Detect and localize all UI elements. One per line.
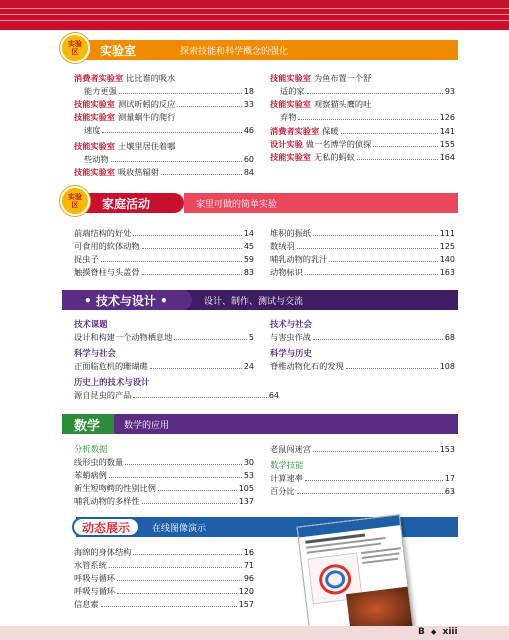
entry-text: 观察猫头鹰的吐: [313, 99, 372, 109]
home-zone-badge: [60, 186, 90, 216]
entry-page: 105: [238, 484, 254, 493]
dyn-entry[interactable]: [74, 585, 254, 598]
entry-page: 157: [238, 600, 254, 609]
math-entry[interactable]: [74, 482, 254, 495]
entry-label: 技能实验室: [74, 141, 115, 151]
banner-wave-line: [0, 20, 509, 22]
tech-entry[interactable]: [74, 389, 279, 402]
leader-dots: [150, 361, 242, 369]
leader-dots: [305, 267, 438, 275]
footer-diamond-icon: ◆: [431, 628, 437, 636]
leader-dots: [109, 560, 242, 568]
entry-text: 可食用的软体动物: [74, 241, 140, 251]
leader-dots: [111, 154, 242, 162]
lab-entry[interactable]: [270, 72, 455, 85]
entry-page: 141: [439, 127, 455, 136]
entry-page: 84: [243, 168, 254, 177]
lab-entry[interactable]: [74, 72, 254, 85]
entry-page: 96: [243, 574, 254, 583]
entry-page: 111: [439, 229, 455, 238]
entry-text: 老鼠闯迷宫: [270, 444, 311, 454]
badge-line: 实验: [68, 193, 82, 201]
math-entry[interactable]: [270, 485, 455, 498]
footer-page-number: xiii: [442, 627, 458, 637]
entry-text: 测试昕蚓的反应: [117, 99, 176, 109]
leader-dots: [329, 254, 437, 262]
leader-dots: [101, 254, 242, 262]
leader-dots: [109, 470, 242, 478]
entry-text: 土壤里居住着哪: [117, 141, 176, 151]
entry-page: 125: [439, 242, 455, 251]
entry-page: 24: [243, 362, 254, 371]
entry-text: 比比谁的吸水: [126, 73, 176, 83]
entry-page: 93: [444, 87, 455, 96]
leader-dots: [125, 457, 242, 465]
entry-text: 弃物: [280, 112, 297, 122]
entry-text: 水管系统: [74, 560, 107, 570]
entry-text: 捉虫子: [74, 254, 99, 264]
math-subhead: 分析数据: [74, 444, 108, 454]
tech-subhead: 技术与社会: [270, 319, 312, 329]
dyn-section-title: 动态展示: [72, 517, 140, 537]
entry-text: 苯蛸病例: [74, 470, 107, 480]
leader-dots: [373, 139, 437, 147]
tech-entry[interactable]: [74, 360, 254, 373]
leader-dots: [305, 473, 443, 481]
home-section-subtitle: 家里可做的简单实验: [184, 193, 458, 213]
entry-page: 83: [243, 268, 254, 277]
leader-dots: [119, 86, 242, 94]
lab-entry[interactable]: [74, 111, 254, 124]
entry-text: 与害虫作战: [270, 332, 311, 342]
math-section-header: [62, 414, 458, 434]
entry-page: 68: [444, 333, 455, 342]
entry-label: 技能实验室: [270, 73, 311, 83]
entry-page: 153: [439, 445, 455, 454]
page-footer: [418, 626, 458, 638]
math-entry[interactable]: [74, 469, 254, 482]
lab-entry[interactable]: [74, 98, 254, 111]
home-entry[interactable]: [270, 253, 455, 266]
entry-page: 63: [444, 487, 455, 496]
badge-line: 区: [71, 48, 79, 56]
banner-wave-line: [0, 14, 509, 16]
math-entry[interactable]: [270, 443, 455, 456]
leader-dots: [346, 361, 438, 369]
leader-dots: [161, 167, 242, 175]
leader-dots: [101, 599, 237, 607]
home-entry[interactable]: [74, 240, 254, 253]
leader-dots: [158, 483, 237, 491]
math-subhead: 数学技能: [270, 460, 304, 470]
entry-page: 14: [243, 229, 254, 238]
entry-page: 155: [439, 140, 455, 149]
home-section-title: 家庭活动: [76, 193, 184, 213]
entry-text: 百分比: [270, 486, 295, 496]
badge-line: 区: [71, 201, 79, 209]
entry-label: 设计实验: [270, 139, 303, 149]
tech-subhead: 技术课题: [74, 319, 108, 329]
leader-dots: [307, 86, 443, 94]
lab-section-header: [76, 40, 458, 60]
entry-text: 线形虫的数量: [74, 457, 124, 467]
lab-entry[interactable]: [270, 98, 455, 111]
entry-page: 140: [439, 255, 455, 264]
entry-page: 60: [243, 155, 254, 164]
leader-dots: [102, 125, 241, 133]
entry-text: 源自昆虫的产品: [74, 390, 132, 400]
entry-text: 海绵的身体结构: [74, 547, 132, 557]
math-entry[interactable]: [270, 472, 455, 485]
entry-page: 18: [243, 87, 254, 96]
entry-page: 53: [243, 471, 254, 480]
tech-subhead: 科学与历史: [270, 348, 312, 358]
entry-text: 哺乳动物的乳汁: [270, 254, 328, 264]
lab-entry[interactable]: [270, 125, 455, 138]
tech-subhead: 科学与社会: [74, 348, 116, 358]
entry-label: 消费者实验室: [74, 73, 124, 83]
entry-text: 保暖: [322, 126, 339, 136]
lab-entry-cont[interactable]: [280, 85, 455, 98]
leader-dots: [142, 267, 242, 275]
lab-zone-badge: [60, 33, 90, 63]
entry-text: 新生短吻鳄的性别比例: [74, 483, 156, 493]
thumbnail-text-line: [362, 558, 398, 564]
dyn-section-subtitle: 在线图像演示: [152, 523, 207, 534]
entry-text: 呼吸与循环: [74, 573, 115, 583]
dyn-entry[interactable]: [74, 598, 254, 611]
banner-wave-line: [0, 8, 509, 10]
home-entry[interactable]: [270, 227, 455, 240]
entry-text: 脊椎动物化石的发现: [270, 361, 344, 371]
leader-dots: [117, 586, 237, 594]
entry-page: 108: [439, 362, 455, 371]
leader-dots: [297, 241, 438, 249]
entry-label: 技能实验室: [270, 152, 311, 162]
entry-text: 无私的蚂蚁: [313, 152, 355, 162]
entry-text: 能力更强: [84, 86, 117, 96]
entry-page: 137: [238, 497, 254, 506]
leader-dots: [133, 547, 241, 555]
math-entry[interactable]: [74, 456, 254, 469]
entry-label: 技能实验室: [270, 99, 311, 109]
leader-dots: [174, 332, 247, 340]
home-section-header: [76, 193, 458, 213]
entry-text: 适的家: [280, 86, 305, 96]
dyn-entry[interactable]: [74, 546, 254, 559]
badge-line: 实验: [68, 40, 82, 48]
dyn-entry[interactable]: [74, 559, 254, 572]
math-section-subtitle: 数学的应用: [114, 414, 458, 434]
entry-page: 45: [243, 242, 254, 251]
entry-page: 120: [238, 587, 254, 596]
tech-subhead: 历史上的技术与设计: [74, 377, 150, 387]
entry-text: 数绒羽: [270, 241, 295, 251]
leader-dots: [298, 112, 437, 120]
entry-text: 为鱼布置一个舒: [313, 73, 372, 83]
leader-dots: [133, 228, 241, 236]
entry-label: 技能实验室: [74, 112, 115, 122]
leader-dots: [313, 228, 438, 236]
footer-letter: B: [418, 627, 425, 637]
entry-text: 计算速率: [270, 473, 303, 483]
entry-label: 技能实验室: [74, 99, 115, 109]
entry-page: 126: [439, 113, 455, 122]
leader-dots: [142, 496, 237, 504]
leader-dots: [297, 486, 443, 494]
entry-text: 动物标识: [270, 267, 303, 277]
home-entry[interactable]: [270, 240, 455, 253]
entry-page: 164: [439, 153, 455, 162]
leader-dots: [142, 241, 242, 249]
lab-section-subtitle: 探索技能和科学概念的强化: [168, 40, 458, 60]
entry-page: 17: [444, 474, 455, 483]
math-entry[interactable]: [74, 495, 254, 508]
tech-section-subtitle: 设计、制作、测试与交流: [204, 296, 304, 307]
leader-dots: [357, 152, 438, 160]
entry-text: 哺乳动物的多样性: [74, 496, 140, 506]
leader-dots: [313, 444, 438, 452]
entry-text: 些动物: [84, 154, 109, 164]
leader-dots: [341, 126, 438, 134]
math-section-title: 数学: [62, 414, 114, 434]
leader-dots: [133, 390, 266, 398]
entry-text: 信息素: [74, 599, 99, 609]
top-banner: [0, 0, 509, 30]
home-entry[interactable]: [270, 266, 455, 279]
entry-page: 71: [243, 561, 254, 570]
entry-text: 吸收热辐射: [117, 167, 159, 177]
entry-page: 163: [439, 268, 455, 277]
tech-section-title: • 技术与设计 •: [62, 290, 192, 310]
dyn-entry[interactable]: [74, 572, 254, 585]
entry-page: 33: [243, 100, 254, 109]
leader-dots: [117, 573, 242, 581]
lab-entry-cont[interactable]: [84, 85, 254, 98]
textbook-page-thumbnail: [296, 514, 413, 640]
entry-page: 64: [268, 391, 279, 400]
entry-text: 设计和构建一个动物栖息地: [74, 332, 173, 342]
tech-entry[interactable]: [270, 360, 455, 373]
entry-text: 测量蜗牛的爬行: [117, 112, 176, 122]
tech-entry[interactable]: [74, 331, 254, 344]
lab-entry-cont[interactable]: [84, 124, 254, 137]
entry-text: 堆积的振纸: [270, 228, 311, 238]
entry-text: 速度: [84, 125, 101, 135]
home-entry[interactable]: [74, 266, 254, 279]
entry-text: 呼吸与循环: [74, 586, 115, 596]
entry-text: 触摸脊柱与头盖骨: [74, 267, 140, 277]
lab-entry-cont[interactable]: [280, 111, 455, 124]
leader-dots: [313, 332, 443, 340]
tech-entry[interactable]: [270, 331, 455, 344]
entry-label: 消费者实验室: [270, 126, 320, 136]
entry-text: 前端结构的好处: [74, 228, 132, 238]
leader-dots: [177, 99, 242, 107]
lab-entry[interactable]: [270, 151, 455, 164]
home-entry[interactable]: [74, 227, 254, 240]
entry-page: 16: [243, 548, 254, 557]
home-entry[interactable]: [74, 253, 254, 266]
entry-label: 技能实验室: [74, 167, 115, 177]
lab-section-title: 实验室: [76, 40, 168, 60]
tech-section-header: [62, 290, 458, 310]
lab-entry[interactable]: [74, 140, 254, 153]
entry-page: 46: [243, 126, 254, 135]
lab-entry-cont[interactable]: [84, 153, 254, 166]
entry-page: 5: [248, 333, 254, 342]
entry-text: 正面临危机的珊瑚礁: [74, 361, 148, 371]
entry-page: 59: [243, 255, 254, 264]
lab-entry[interactable]: [74, 166, 254, 179]
entry-text: 做一名博学的侦探: [305, 139, 372, 149]
entry-page: 30: [243, 458, 254, 467]
lab-entry[interactable]: [270, 138, 455, 151]
